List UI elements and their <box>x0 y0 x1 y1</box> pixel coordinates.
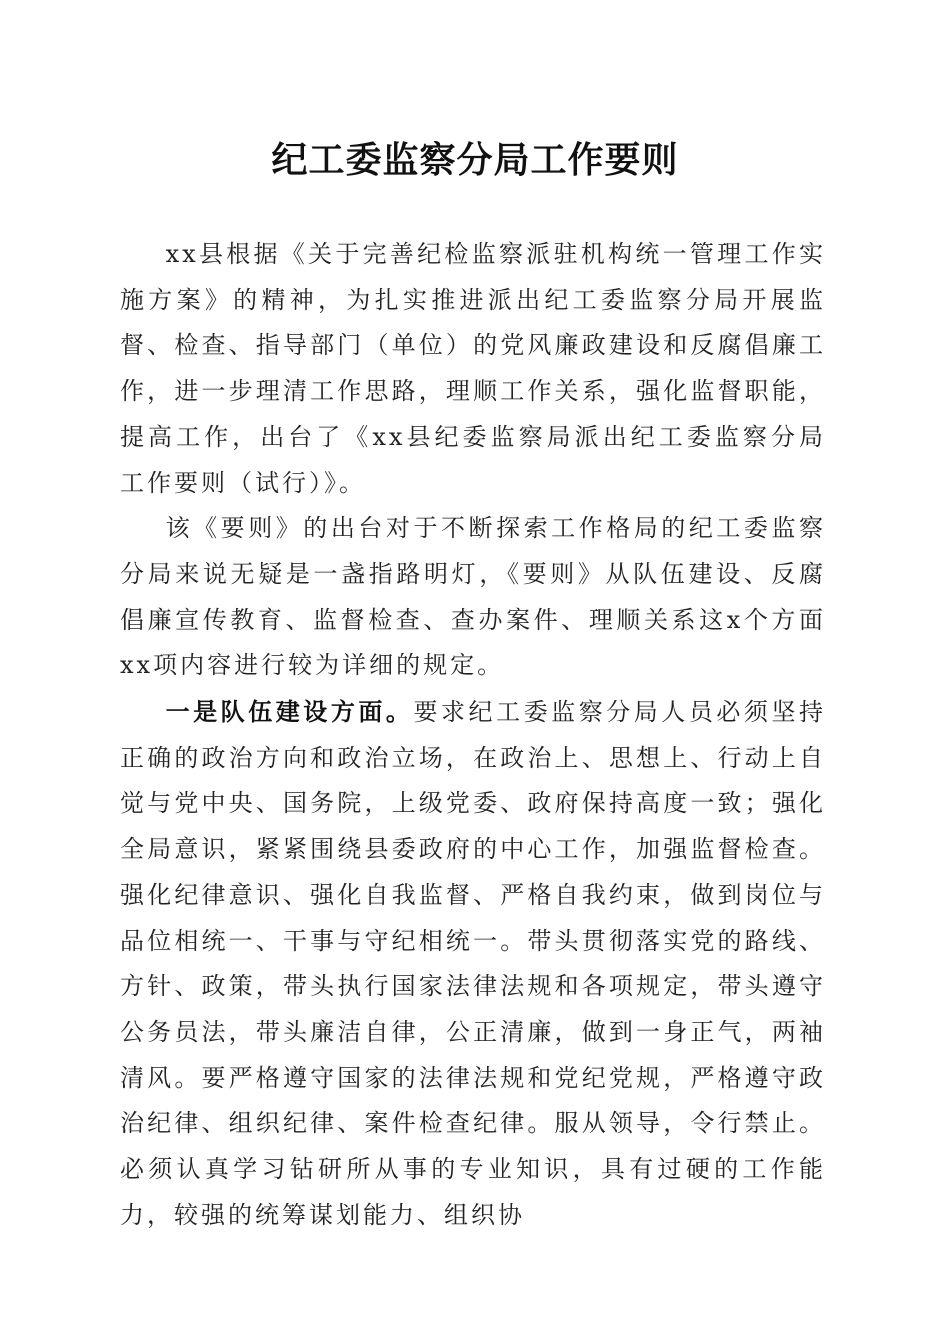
paragraph-overview <box>120 506 826 689</box>
paragraph-team-building-text: 要求纪工委监察分局人员必须坚持正确的政治方向和政治立场，在政治上、思想上、行动上自觉与党中央、国务院，上级党委、政府保持高度一致；强化全局意识，紧紧围绕县委政府的中心工作，加强监督检查。强化纪律意识、强化自我监督、严格自我约束，做到岗位与品位相统一、干事与守纪相统一。带头贯彻落实党的路线、方针、政策，带头执行国家法律法规和各项规定，带头遵守公务员法，带头廉洁自律，公正清廉，做到一身正气，两袖清风。要严格遵守国家的法律法规和党纪党规，严格遵守政治纪律、组织纪律、案件检查纪律。服从领导，令行禁止。必须认真学习钻研所从事的专业知识，具有过硬的工作能力，较强的统筹谋划能力、组织协 <box>120 698 827 1229</box>
paragraph-team-building <box>120 689 826 1238</box>
paragraph-intro-text: xx县根据《关于完善纪检监察派驻机构统一管理工作实施方案》的精神，为扎实推进派出纪工委监察分局开展监督、检查、指导部门（单位）的党风廉政建设和反腐倡廉工作，进一步理清工作思路，理顺工作关系，强化监督职能，提高工作，出台了《xx县纪委监察局派出纪工委监察分局工作要则（试行）》。 <box>120 240 826 497</box>
document-body <box>120 232 826 1238</box>
paragraph-team-building-lead: 一是队伍建设方面。 <box>165 697 414 727</box>
paragraph-overview-text: 该《要则》的出台对于不断探索工作格局的纪工委监察分局来说无疑是一盏指路明灯，《要则》从队伍建设、反腐倡廉宣传教育、监督检查、查办案件、理顺关系这x个方面xx项内容进行较为详细的规定。 <box>120 514 826 680</box>
paragraph-intro <box>120 232 826 506</box>
document-title: 纪工委监察分局工作要则 <box>271 139 679 181</box>
